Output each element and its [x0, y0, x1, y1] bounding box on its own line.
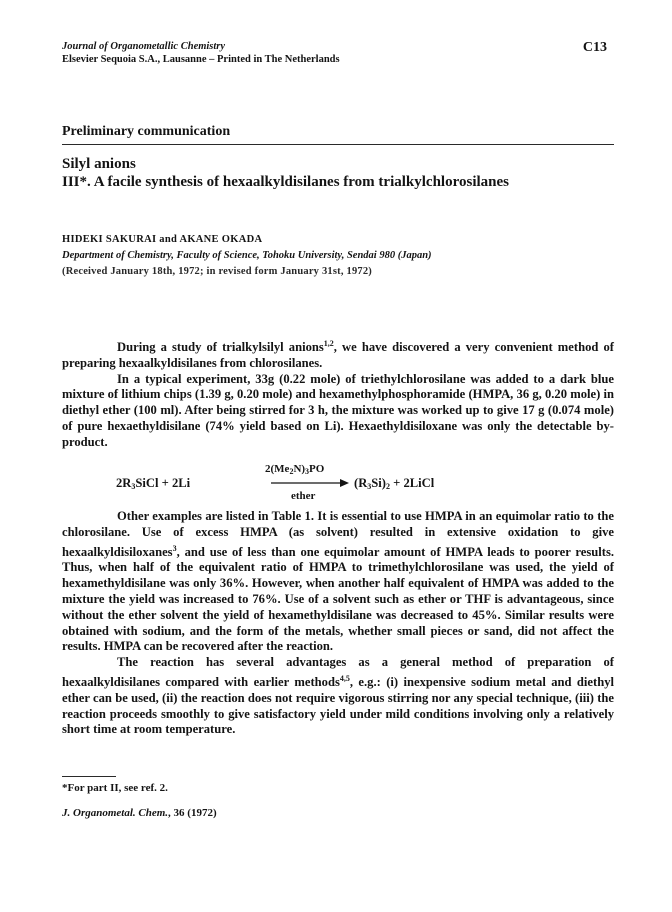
page-code: C13 [582, 40, 607, 55]
para4-text-a: The reaction has several advantages as a general method of preparation of hexaalkyldisilanes compared with earlier methods [62, 655, 614, 689]
title-number: III [62, 174, 80, 190]
eq-lhs-sub: 3 [131, 482, 136, 491]
section-rule [62, 144, 614, 145]
title-text: . A facile synthesis of hexaalkyldisilanes from trialkylchlorosilanes [87, 174, 509, 190]
body-text-upper [62, 336, 614, 451]
eq-rhs-b: Si) [371, 476, 386, 490]
eq-rhs-sub2: 2 [386, 482, 390, 491]
journal-citation [62, 807, 217, 819]
eq-above-c: PO [309, 463, 325, 475]
equation-reactants [116, 476, 190, 491]
eq-rhs-a: (R [354, 476, 368, 490]
authors: HIDEKI SAKURAI and AKANE OKADA [62, 234, 263, 245]
journal-name: Journal of Organometallic Chemistry [62, 41, 226, 52]
eq-above-sub2: 3 [305, 467, 310, 476]
para3-text-a: Other examples are listed in Table 1. It is essential to use HMPA in an equimolar ratio to the chlorosilane. Use of excess HMPA (as solvent) resulted in extensive oxidation to give hexaalkyldisiloxanes [62, 509, 614, 559]
reaction-equation [62, 463, 614, 503]
citation-volume: , 36 (1972) [168, 807, 217, 819]
para1-text-b: , we have discovered a very convenient method of preparing hexaalkyldisilanes from chlorosilanes. [62, 340, 614, 370]
title-footnote-marker: * [79, 174, 88, 190]
eq-rhs-sub1: 3 [367, 482, 372, 491]
footnote: *For part II, see ref. 2. [62, 782, 168, 794]
series-title: Silyl anions [62, 156, 136, 172]
para3-ref: 3 [172, 543, 177, 553]
paragraph-3 [62, 509, 614, 655]
citation-journal: J. Organometal. Chem. [62, 807, 169, 819]
para4-refs: 4,5 [339, 673, 350, 683]
para3-text-b: , and use of less than one equimolar amount of HMPA leads to poorer results. Thus, when half of the equivalent ratio of HMPA to trimethylchlorosilane was used, the yield of hexamethyldisilane was only 36%. However, when another half equivalent of HMPA was added to the mixture the yield was increased to 76%. Use of a solvent such as ether or THF is advantageous, since without the ether solvent the yield of hexamethyldisilane was decreased to 45%. Similar results were obtained with sodium, and the form of the metals, whether small pieces or sand, did not affect the results. HMPA can be recovered after the reaction. [62, 544, 614, 654]
body-text-lower [62, 509, 614, 738]
footnote-rule [62, 776, 116, 777]
eq-lhs-b: SiCl + 2Li [135, 476, 191, 490]
eq-lhs-a: 2R [116, 476, 132, 490]
equation-solvent: ether [291, 490, 316, 502]
publisher-line: Elsevier Sequoia S.A., Lausanne – Printed in The Netherlands [62, 54, 340, 65]
equation-products [354, 476, 434, 491]
eq-rhs-c: + 2LiCl [390, 476, 435, 490]
section-label: Preliminary communication [62, 124, 231, 139]
paragraph-1 [62, 336, 614, 372]
received-dates: (Received January 18th, 1972; in revised form January 31st, 1972) [62, 266, 372, 277]
eq-above-sub1: 2 [289, 467, 294, 476]
affiliation: Department of Chemistry, Faculty of Science, Tohoku University, Sendai 980 (Japan) [62, 250, 432, 261]
paragraph-4 [62, 655, 614, 738]
para4-text-b: , e.g.: (i) inexpensive sodium metal and diethyl ether can be used, (ii) the reaction does not require vigorous stirring nor any special technique, (iii) the reaction proceeds smoothly to give satisfactory yield under mild conditions involving only a relatively short time at room temperature. [62, 674, 614, 737]
para1-text-a: During a study of trialkylsilyl anions [117, 340, 324, 354]
article-title [62, 174, 509, 191]
eq-above-b: N) [293, 463, 306, 475]
para1-refs: 1,2 [323, 339, 334, 348]
paragraph-2: In a typical experiment, 33g (0.22 mole) of triethylchlorosilane was added to a dark blue mixture of lithium chips (1.39 g, 0.20 mole) and hexamethylphosphoramide (HMPA, 36 g, 0.20 mole) in diethyl ether (100 ml). After being stirred for 3 h, the mixture was worked up to give 17 g (0.074 mole) of pure hexaethyldisilane (74% yield based on Li). Hexaethyldisiloxane was only the detectable by-product. [62, 371, 614, 449]
reaction-arrow-icon [271, 469, 349, 489]
eq-above-a: 2(Me [265, 463, 290, 475]
